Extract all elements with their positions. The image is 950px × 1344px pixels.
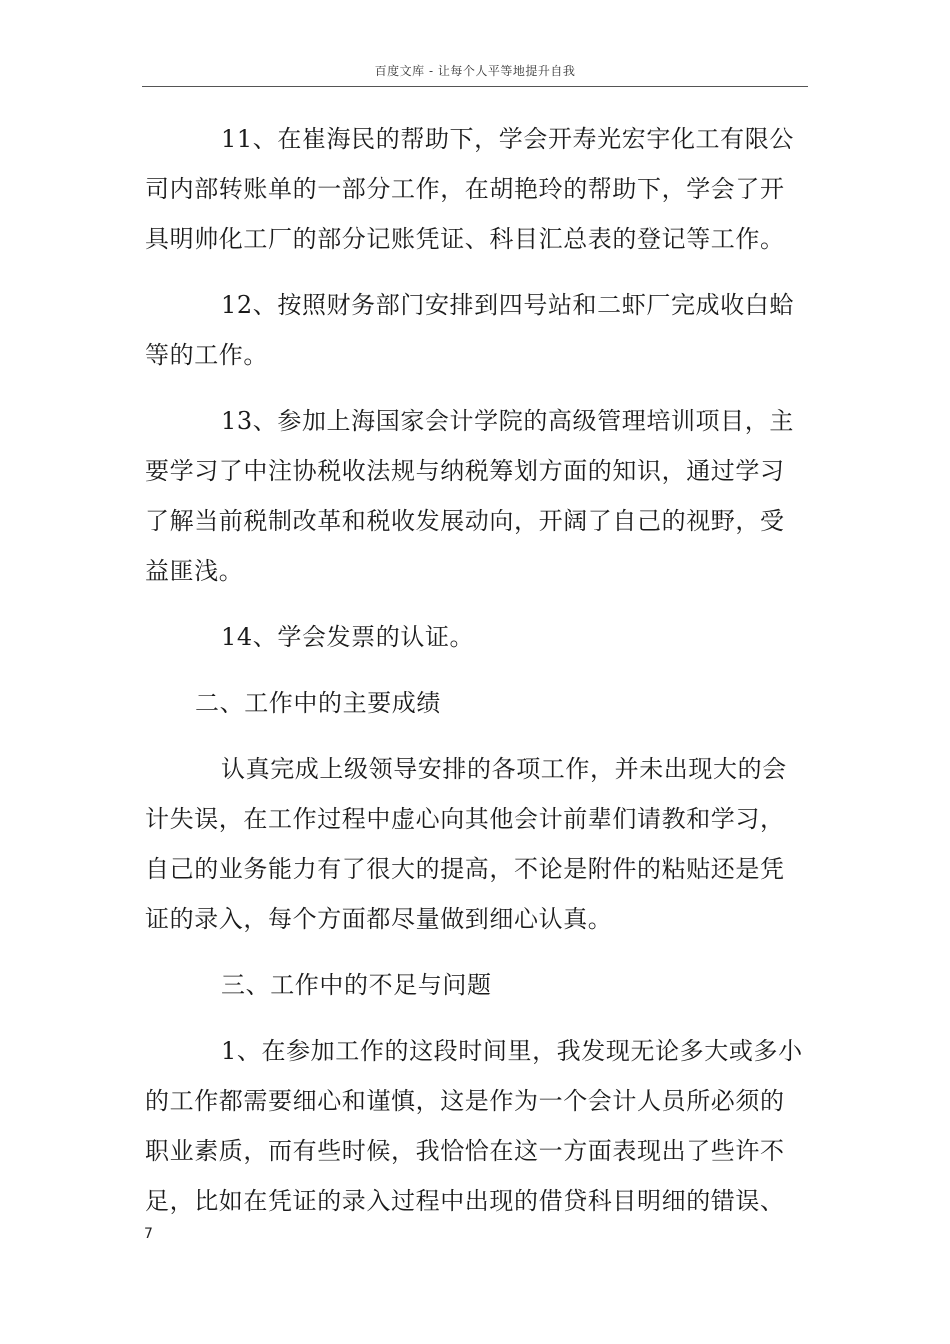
paragraph-item-12: 12、按照财务部门安排到四号站和二虾厂完成收白蛤等的工作。 <box>145 291 794 369</box>
page-header: 百度文库 - 让每个人平等地提升自我 <box>374 64 576 78</box>
paragraph-shortcoming-1: 1、在参加工作的这段时间里，我发现无论多大或多小的工作都需要细心和谨慎，这是作为一个会计人员所必须的职业素质，而有些时候，我恰恰在这一方面表现出了些许不足，比如在凭证的录入过程中出现的借贷科目明细的错误、 <box>145 1037 803 1215</box>
header-divider <box>142 86 808 87</box>
paragraph-item-13: 13、参加上海国家会计学院的高级管理培训项目，主要学习了中注协税收法规与纳税筹划方面的知识，通过学习了解当前税制改革和税收发展动向，开阔了自己的视野，受益匪浅。 <box>145 407 794 585</box>
paragraph-item-11: 11、在崔海民的帮助下，学会开寿光宏宇化工有限公司内部转账单的一部分工作，在胡艳玲的帮助下，学会了开具明帅化工厂的部分记账凭证、科目汇总表的登记等工作。 <box>145 125 794 253</box>
document-body <box>145 114 807 1242</box>
section-heading-achievements: 二、工作中的主要成绩 <box>195 689 441 717</box>
page-number: 7 <box>144 1226 153 1242</box>
paragraph-achievements: 认真完成上级领导安排的各项工作，并未出现大的会计失误，在工作过程中虚心向其他会计前辈们请教和学习，自己的业务能力有了很大的提高，不论是附件的粘贴还是凭证的录入，每个方面都尽量做到细心认真。 <box>145 755 787 933</box>
section-heading-shortcomings: 三、工作中的不足与问题 <box>221 971 492 999</box>
paragraph-item-14: 14、学会发票的认证。 <box>221 623 475 651</box>
